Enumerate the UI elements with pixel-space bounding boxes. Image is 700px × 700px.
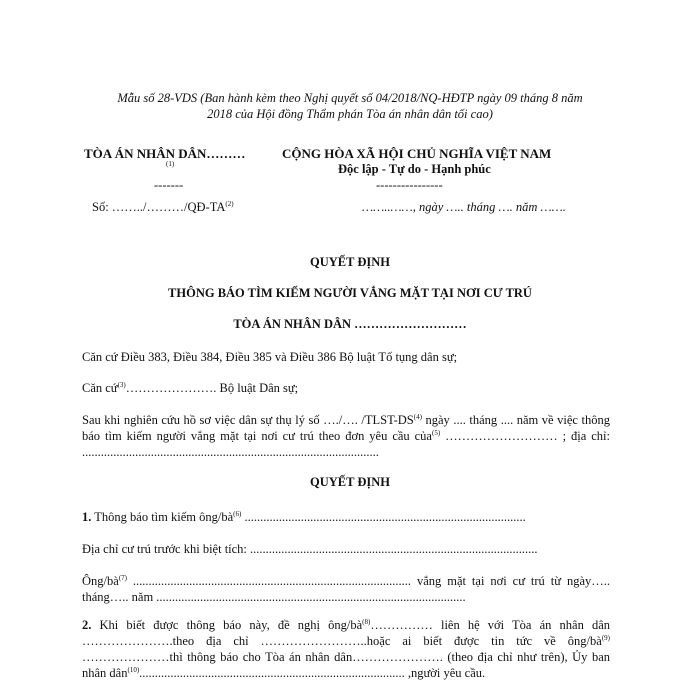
left-divider: ------- bbox=[154, 178, 184, 192]
previous-address-line: Địa chỉ cư trú trước khi biệt tích: ............................................................................................ bbox=[82, 542, 538, 556]
item-1: 1. Thông báo tìm kiếm ông/$bà^{(6)}$ .......................................................................................... bbox=[82, 509, 526, 524]
decision-subtitle: THÔNG BÁO TÌM KIẾM NGƯỜI VẮNG MẶT TẠI NƠI CƯ TRÚ bbox=[168, 286, 532, 300]
legal-basis-1: Căn cứ Điều 383, Điều 384, Điều 385 và Điều 386 Bộ luật Tố tụng dân sự; bbox=[82, 350, 458, 364]
paragraph-review: Sau khi nghiên cứu hồ sơ việc dân sự thụ lý số …./…. /TLST-DS$^{(4)}$ ngày .... tháng .... năm về việc thông báo tìm kiếm người vắng mặt tại nơi cư trú theo đơn yêu cầu của$^{(5)}$ ……………………… ; địa chỉ: ............................................................................................... bbox=[82, 412, 610, 459]
item-1-absent-person: Ông/$bà^{(7)}$ ......................................................................................... vắng mặt tại nơi cư trú từ ngày….. tháng….. năm ................................................................................................... bbox=[82, 573, 610, 604]
legal-basis-2: Căn cứ$^{(3)}$…………………. Bộ luật Dân sự; bbox=[82, 380, 299, 395]
decision-title: QUYẾT ĐỊNH bbox=[310, 255, 390, 269]
form-reference-line1: Mẫu số 28-VDS (Ban hành kèm theo Nghị quyết số 04/2018/NQ-HĐTP ngày 09 tháng 8 năm bbox=[117, 91, 583, 105]
decision-heading: QUYẾT ĐỊNH bbox=[310, 475, 390, 489]
right-divider: ---------------- bbox=[376, 178, 443, 192]
date-line: ……..……, ngày ….. tháng …. năm ……. bbox=[362, 200, 566, 214]
decision-number: Số: ……../………/QĐ-TA$^{(2)}$ bbox=[92, 199, 234, 214]
national-motto: Độc lập - Tự do - Hạnh phúc bbox=[338, 162, 491, 176]
form-reference-line2: 2018 của Hội đồng Thẩm phán Tòa án nhân dân tối cao) bbox=[207, 107, 493, 121]
issuing-court: TÒA ÁN NHÂN DÂN ……………………… bbox=[233, 317, 467, 331]
court-name-left: TÒA ÁN NHÂN DÂN……… bbox=[84, 146, 246, 161]
nation-name: CỘNG HÒA XÃ HỘI CHỦ NGHĨA VIỆT NAM bbox=[282, 146, 552, 161]
note-ref-1: (1) bbox=[166, 160, 175, 168]
item-2: 2. Khi biết được thông báo này, đề nghị ông/$bà^{(8)}\dots\dots\dots\dots\dots$ liên hệ với Tòa án nhân dân ………………….theo địa chỉ ……………………..hoặc ai biết được tin tức về ông/$bà^{(9)}$ …………………thì thông báo cho Tòa án nhân dân…………………. (theo địa chỉ như trên), Ủy ban nhân dân$^{(10)}$..................................................................................... ,người yêu cầu. bbox=[82, 617, 610, 680]
